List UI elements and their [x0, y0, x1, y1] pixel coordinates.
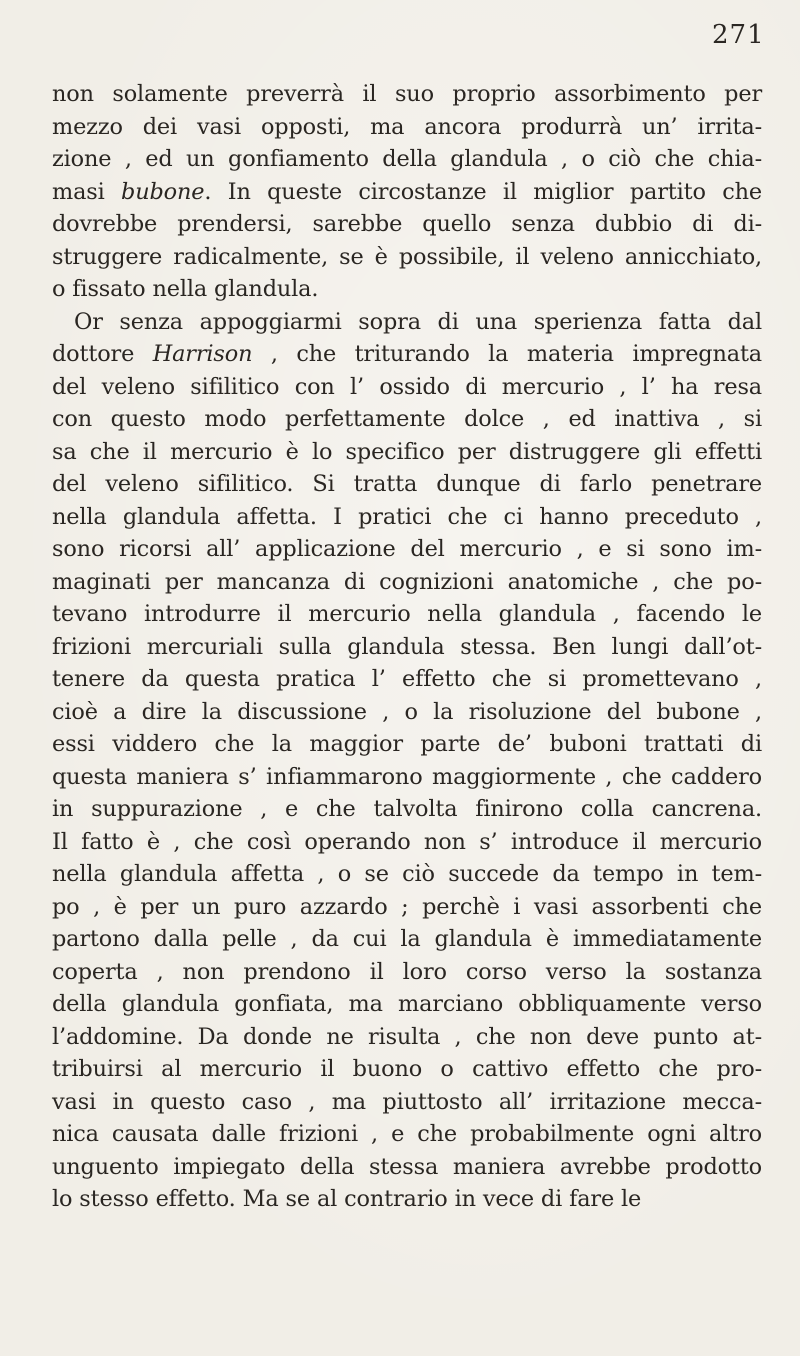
text-run: vasi in questo caso , ma piuttosto all’ irritazione mecca-: [52, 1088, 762, 1115]
text-run: tenere da questa pratica l’ effetto che si promettevano ,: [52, 666, 762, 692]
text-run: della glandula gonfiata, ma marciano obbliquamente verso: [52, 991, 762, 1017]
text-line: [52, 663, 762, 696]
text-run: non solamente preverrà il suo proprio assorbimento per: [52, 81, 762, 107]
text-line: [52, 371, 762, 404]
text-line: [52, 436, 762, 469]
text-run: struggere radicalmente, se è possibile, il veleno annicchiato,: [52, 243, 762, 270]
text-line: [52, 793, 762, 826]
text-line: [52, 1021, 762, 1054]
text-line: [52, 1118, 762, 1151]
text-run: maginati per mancanza di cognizioni anatomiche , che po-: [52, 568, 762, 595]
italic-term: bubone: [121, 178, 205, 205]
text-run: , che triturando la materia impregnata: [252, 341, 762, 367]
text-run: . In queste circostanze il miglior partito che: [204, 178, 762, 205]
text-run: del veleno sifilitico con l’ ossido di mercurio , l’ ha resa: [52, 373, 762, 400]
text-line: [52, 338, 762, 371]
text-line: [52, 1151, 762, 1184]
text-line: [52, 111, 762, 144]
text-run: coperta , non prendono il loro corso verso la sostanza: [52, 958, 762, 985]
text-line: [52, 923, 762, 956]
text-line: [52, 78, 762, 111]
text-line: [52, 826, 762, 859]
text-line: [52, 306, 762, 339]
text-line: [52, 241, 762, 274]
text-run: mezzo dei vasi opposti, ma ancora produrrà un’ irrita-: [52, 113, 762, 140]
text-line: [52, 956, 762, 989]
text-line: [52, 1053, 762, 1086]
page-number: 271: [712, 20, 765, 50]
text-line: [52, 631, 762, 664]
text-run: sono ricorsi all’ applicazione del mercurio , e si sono im-: [52, 536, 762, 562]
text-run: masi: [52, 178, 122, 205]
text-line: [52, 858, 762, 891]
text-line: [52, 176, 762, 209]
text-run: Il fatto è , che così operando non s’ introduce il mercurio: [52, 828, 762, 855]
text-run: questa maniera s’ infiammarono maggiormente , che caddero: [52, 763, 762, 790]
text-run: unguento impiegato della stessa maniera avrebbe prodotto: [52, 1153, 762, 1180]
text-run: tevano introdurre il mercurio nella glandula , facendo le: [52, 601, 762, 627]
text-run: del veleno sifilitico. Si tratta dunque di farlo penetrare: [52, 471, 762, 497]
text-run: lo stesso effetto. Ma se al contrario in vece di fare le: [52, 1186, 642, 1212]
text-line: [52, 501, 762, 534]
text-run: cioè a dire la discussione , o la risoluzione del bubone ,: [52, 698, 762, 725]
italic-term: Harrison: [152, 341, 253, 367]
text-run: nella glandula affetta. I pratici che ci hanno preceduto ,: [52, 503, 762, 530]
text-line: [52, 566, 762, 599]
text-line: [52, 728, 762, 761]
body-text: [52, 78, 762, 1216]
text-line: [52, 598, 762, 631]
text-run: partono dalla pelle , da cui la glandula è immediatamente: [52, 926, 762, 952]
text-line: [52, 273, 762, 306]
text-line: [52, 533, 762, 566]
text-run: dottore: [52, 341, 153, 367]
text-run: sa che il mercurio è lo specifico per distruggere gli effetti: [52, 438, 762, 465]
text-run: con questo modo perfettamente dolce , ed inattiva , si: [52, 406, 762, 432]
text-run: Or senza appoggiarmi sopra di una sperienza fatta dal: [74, 308, 762, 335]
text-run: tribuirsi al mercurio il buono o cattivo effetto che pro-: [52, 1056, 762, 1082]
text-run: zione , ed un gonfiamento della glandula , o ciò che chia-: [52, 146, 762, 172]
text-line: [52, 208, 762, 241]
text-line: [52, 891, 762, 924]
text-run: o fissato nella glandula.: [52, 276, 319, 302]
text-run: frizioni mercuriali sulla glandula stessa. Ben lungi dall’ot-: [52, 633, 762, 660]
text-run: nica causata dalle frizioni , e che probabilmente ogni altro: [52, 1121, 762, 1147]
text-run: dovrebbe prendersi, sarebbe quello senza dubbio di di-: [52, 211, 762, 237]
text-run: l’addomine. Da donde ne risulta , che non deve punto at-: [52, 1023, 762, 1050]
text-line: [52, 1183, 762, 1216]
text-line: [52, 696, 762, 729]
text-line: [52, 143, 762, 176]
text-line: [52, 988, 762, 1021]
text-line: [52, 403, 762, 436]
text-run: essi viddero che la maggior parte de’ buboni trattati di: [52, 731, 762, 757]
text-run: nella glandula affetta , o se ciò succede da tempo in tem-: [52, 861, 762, 887]
text-run: po , è per un puro azzardo ; perchè i vasi assorbenti che: [52, 893, 762, 920]
text-line: [52, 1086, 762, 1119]
text-line: [52, 468, 762, 501]
text-run: in suppurazione , e che talvolta finirono colla cancrena.: [52, 796, 762, 822]
text-line: [52, 761, 762, 794]
